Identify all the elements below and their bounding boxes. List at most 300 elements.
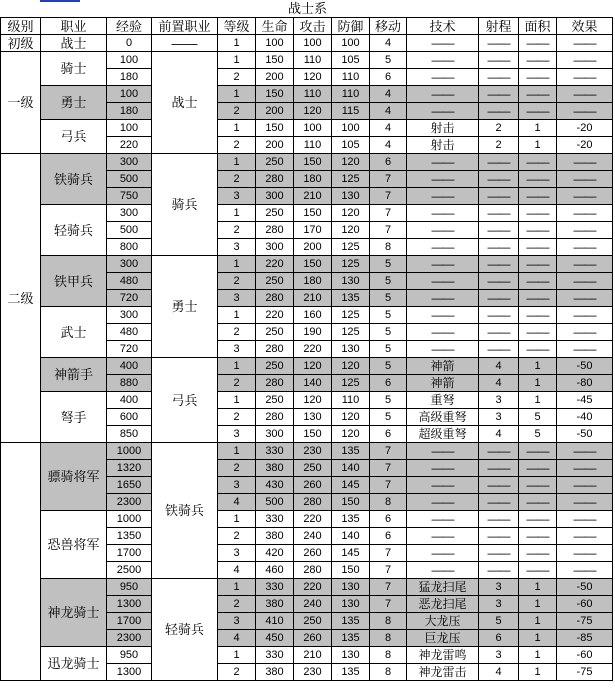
- def-cell: 135: [332, 511, 370, 528]
- exp-cell: 220: [107, 137, 152, 154]
- mov-cell: 6: [370, 511, 407, 528]
- atk-cell: 110: [294, 137, 332, 154]
- skill-cell: 重弩: [407, 392, 479, 409]
- effect-cell: -50: [557, 426, 613, 443]
- exp-cell: 300: [107, 307, 152, 324]
- sheet-title: 战士系: [287, 1, 327, 16]
- header-row: [1, 18, 613, 35]
- range-cell: 3: [479, 392, 519, 409]
- skill-cell: ——: [407, 69, 479, 86]
- class-name-cell: 铁甲兵: [41, 256, 107, 307]
- mov-cell: 6: [370, 528, 407, 545]
- hp-cell: 280: [256, 375, 294, 392]
- range-cell: ——: [479, 35, 519, 52]
- exp-cell: 480: [107, 273, 152, 290]
- hp-cell: 330: [256, 443, 294, 460]
- exp-cell: 1650: [107, 477, 152, 494]
- exp-cell: 950: [107, 647, 152, 664]
- class-name-cell: 战士: [41, 35, 107, 52]
- range-cell: ——: [479, 256, 519, 273]
- def-cell: 150: [332, 494, 370, 511]
- effect-cell: ——: [557, 324, 613, 341]
- hp-cell: 250: [256, 324, 294, 341]
- skill-cell: ——: [407, 239, 479, 256]
- effect-cell: ——: [557, 545, 613, 562]
- lv-cell: 1: [218, 307, 256, 324]
- effect-cell: ——: [557, 562, 613, 579]
- mov-cell: 5: [370, 409, 407, 426]
- def-cell: 150: [332, 562, 370, 579]
- hp-cell: 150: [256, 52, 294, 69]
- lv-cell: 3: [218, 341, 256, 358]
- hp-cell: 430: [256, 477, 294, 494]
- atk-cell: 260: [294, 477, 332, 494]
- mov-cell: 6: [370, 426, 407, 443]
- mov-cell: 5: [370, 358, 407, 375]
- def-cell: 145: [332, 545, 370, 562]
- skill-cell: ——: [407, 256, 479, 273]
- lv-cell: 2: [218, 273, 256, 290]
- atk-cell: 250: [294, 613, 332, 630]
- area-cell: 1: [519, 358, 557, 375]
- hp-cell: 300: [256, 188, 294, 205]
- skill-cell: 神龙雷鸣: [407, 647, 479, 664]
- def-cell: 105: [332, 52, 370, 69]
- def-cell: 130: [332, 596, 370, 613]
- lv-cell: 2: [218, 69, 256, 86]
- atk-cell: 140: [294, 375, 332, 392]
- atk-cell: 240: [294, 528, 332, 545]
- atk-cell: 280: [294, 562, 332, 579]
- skill-cell: 猛龙扫尾: [407, 579, 479, 596]
- range-cell: 2: [479, 137, 519, 154]
- table-row: [1, 52, 613, 69]
- area-cell: ——: [519, 341, 557, 358]
- area-cell: 5: [519, 426, 557, 443]
- mov-cell: 7: [370, 545, 407, 562]
- skill-cell: 巨龙压: [407, 630, 479, 647]
- mov-cell: 7: [370, 579, 407, 596]
- lv-cell: 1: [218, 511, 256, 528]
- range-cell: 4: [479, 426, 519, 443]
- lv-cell: 1: [218, 256, 256, 273]
- table-row: [1, 511, 613, 528]
- lv-cell: 3: [218, 290, 256, 307]
- effect-cell: -60: [557, 596, 613, 613]
- area-cell: ——: [519, 477, 557, 494]
- prereq-cell: 弓兵: [152, 358, 218, 443]
- effect-cell: ——: [557, 154, 613, 171]
- table-row: [1, 256, 613, 273]
- lv-cell: 4: [218, 630, 256, 647]
- exp-cell: 850: [107, 426, 152, 443]
- def-cell: 105: [332, 137, 370, 154]
- mov-cell: 4: [370, 137, 407, 154]
- class-name-cell: 武士: [41, 307, 107, 358]
- skill-cell: 射击: [407, 120, 479, 137]
- def-cell: 110: [332, 392, 370, 409]
- effect-cell: ——: [557, 188, 613, 205]
- column-header: 等级: [218, 18, 256, 35]
- column-header: 职业: [41, 18, 107, 35]
- atk-cell: 110: [294, 52, 332, 69]
- range-cell: ——: [479, 324, 519, 341]
- range-cell: ——: [479, 86, 519, 103]
- effect-cell: -50: [557, 579, 613, 596]
- class-name-cell: 神龙骑士: [41, 579, 107, 647]
- exp-cell: 100: [107, 52, 152, 69]
- range-cell: ——: [479, 205, 519, 222]
- class-name-cell: 骠骑将军: [41, 443, 107, 511]
- atk-cell: 120: [294, 103, 332, 120]
- tier-cell: 一级: [1, 52, 41, 154]
- exp-cell: 720: [107, 341, 152, 358]
- exp-cell: 100: [107, 120, 152, 137]
- hp-cell: 420: [256, 545, 294, 562]
- lv-cell: 3: [218, 188, 256, 205]
- atk-cell: 180: [294, 273, 332, 290]
- hp-cell: 410: [256, 613, 294, 630]
- atk-cell: 210: [294, 188, 332, 205]
- lv-cell: 2: [218, 375, 256, 392]
- exp-cell: 300: [107, 256, 152, 273]
- mov-cell: 8: [370, 239, 407, 256]
- effect-cell: ——: [557, 256, 613, 273]
- effect-cell: ——: [557, 52, 613, 69]
- skill-cell: ——: [407, 103, 479, 120]
- hp-cell: 100: [256, 35, 294, 52]
- area-cell: ——: [519, 324, 557, 341]
- atk-cell: 150: [294, 426, 332, 443]
- area-cell: ——: [519, 256, 557, 273]
- lv-cell: 4: [218, 494, 256, 511]
- def-cell: 120: [332, 222, 370, 239]
- def-cell: 135: [332, 664, 370, 681]
- range-cell: ——: [479, 494, 519, 511]
- atk-cell: 120: [294, 69, 332, 86]
- range-cell: ——: [479, 154, 519, 171]
- range-cell: ——: [479, 222, 519, 239]
- atk-cell: 210: [294, 647, 332, 664]
- area-cell: 5: [519, 409, 557, 426]
- effect-cell: -20: [557, 137, 613, 154]
- atk-cell: 150: [294, 256, 332, 273]
- area-cell: ——: [519, 528, 557, 545]
- exp-cell: 720: [107, 290, 152, 307]
- mov-cell: 4: [370, 103, 407, 120]
- table-row: [1, 307, 613, 324]
- exp-cell: 100: [107, 86, 152, 103]
- effect-cell: ——: [557, 511, 613, 528]
- table-row: [1, 205, 613, 222]
- exp-cell: 1300: [107, 664, 152, 681]
- mov-cell: 8: [370, 664, 407, 681]
- hp-cell: 380: [256, 528, 294, 545]
- exp-cell: 180: [107, 103, 152, 120]
- exp-cell: 950: [107, 579, 152, 596]
- effect-cell: ——: [557, 460, 613, 477]
- class-name-cell: 轻骑兵: [41, 205, 107, 256]
- area-cell: ——: [519, 307, 557, 324]
- hp-cell: 250: [256, 154, 294, 171]
- mov-cell: 5: [370, 273, 407, 290]
- atk-cell: 220: [294, 341, 332, 358]
- area-cell: ——: [519, 562, 557, 579]
- effect-cell: ——: [557, 290, 613, 307]
- exp-cell: 500: [107, 222, 152, 239]
- skill-cell: ——: [407, 35, 479, 52]
- def-cell: 110: [332, 86, 370, 103]
- effect-cell: ——: [557, 86, 613, 103]
- effect-cell: ——: [557, 307, 613, 324]
- effect-cell: ——: [557, 69, 613, 86]
- exp-cell: 2300: [107, 630, 152, 647]
- lv-cell: 1: [218, 205, 256, 222]
- column-header: 攻击: [294, 18, 332, 35]
- prereq-cell: 轻骑兵: [152, 579, 218, 681]
- exp-cell: 2300: [107, 494, 152, 511]
- mov-cell: 5: [370, 307, 407, 324]
- atk-cell: 130: [294, 409, 332, 426]
- area-cell: ——: [519, 222, 557, 239]
- skill-cell: ——: [407, 86, 479, 103]
- effect-cell: -50: [557, 358, 613, 375]
- def-cell: 125: [332, 324, 370, 341]
- area-cell: ——: [519, 460, 557, 477]
- def-cell: 120: [332, 358, 370, 375]
- hp-cell: 250: [256, 205, 294, 222]
- def-cell: 120: [332, 154, 370, 171]
- range-cell: ——: [479, 341, 519, 358]
- lv-cell: 4: [218, 562, 256, 579]
- effect-cell: ——: [557, 205, 613, 222]
- hp-cell: 330: [256, 579, 294, 596]
- def-cell: 130: [332, 273, 370, 290]
- area-cell: ——: [519, 52, 557, 69]
- def-cell: 145: [332, 477, 370, 494]
- atk-cell: 220: [294, 579, 332, 596]
- area-cell: ——: [519, 290, 557, 307]
- skill-cell: 超级重弩: [407, 426, 479, 443]
- area-cell: 1: [519, 664, 557, 681]
- lv-cell: 1: [218, 35, 256, 52]
- area-cell: ——: [519, 494, 557, 511]
- atk-cell: 230: [294, 443, 332, 460]
- table-row: [1, 358, 613, 375]
- lv-cell: 1: [218, 579, 256, 596]
- range-cell: 4: [479, 358, 519, 375]
- column-header: 级别: [1, 18, 41, 35]
- hp-cell: 330: [256, 511, 294, 528]
- exp-cell: 1320: [107, 460, 152, 477]
- lv-cell: 2: [218, 222, 256, 239]
- mov-cell: 7: [370, 222, 407, 239]
- atk-cell: 120: [294, 358, 332, 375]
- hp-cell: 150: [256, 86, 294, 103]
- range-cell: ——: [479, 511, 519, 528]
- area-cell: ——: [519, 188, 557, 205]
- range-cell: ——: [479, 103, 519, 120]
- tier-cell: [1, 443, 41, 681]
- table-row: [1, 35, 613, 52]
- skill-cell: ——: [407, 545, 479, 562]
- class-name-cell: 铁骑兵: [41, 154, 107, 205]
- class-name-cell: 弓兵: [41, 120, 107, 154]
- area-cell: ——: [519, 239, 557, 256]
- lv-cell: 3: [218, 239, 256, 256]
- skill-cell: ——: [407, 307, 479, 324]
- lv-cell: 2: [218, 596, 256, 613]
- table-row: [1, 647, 613, 664]
- hp-cell: 330: [256, 647, 294, 664]
- effect-cell: ——: [557, 239, 613, 256]
- mov-cell: 7: [370, 205, 407, 222]
- exp-cell: 180: [107, 69, 152, 86]
- hp-cell: 250: [256, 392, 294, 409]
- atk-cell: 260: [294, 630, 332, 647]
- effect-cell: ——: [557, 528, 613, 545]
- effect-cell: -85: [557, 630, 613, 647]
- mov-cell: 5: [370, 324, 407, 341]
- mov-cell: 5: [370, 52, 407, 69]
- hp-cell: 280: [256, 171, 294, 188]
- effect-cell: -20: [557, 120, 613, 137]
- atk-cell: 170: [294, 222, 332, 239]
- lv-cell: 2: [218, 137, 256, 154]
- exp-cell: 0: [107, 35, 152, 52]
- skill-cell: ——: [407, 188, 479, 205]
- def-cell: 125: [332, 375, 370, 392]
- range-cell: 3: [479, 579, 519, 596]
- range-cell: 5: [479, 613, 519, 630]
- def-cell: 135: [332, 290, 370, 307]
- effect-cell: ——: [557, 341, 613, 358]
- mov-cell: 5: [370, 392, 407, 409]
- hp-cell: 250: [256, 273, 294, 290]
- prereq-cell: 骑兵: [152, 154, 218, 256]
- effect-cell: ——: [557, 443, 613, 460]
- tier-cell: 初级: [1, 35, 41, 52]
- def-cell: 120: [332, 409, 370, 426]
- effect-cell: ——: [557, 35, 613, 52]
- mov-cell: 5: [370, 256, 407, 273]
- atk-cell: 250: [294, 460, 332, 477]
- mov-cell: 6: [370, 375, 407, 392]
- lv-cell: 3: [218, 426, 256, 443]
- range-cell: 3: [479, 596, 519, 613]
- exp-cell: 500: [107, 171, 152, 188]
- prereq-cell: ——: [152, 35, 218, 52]
- exp-cell: 1700: [107, 613, 152, 630]
- hp-cell: 280: [256, 290, 294, 307]
- hp-cell: 280: [256, 409, 294, 426]
- area-cell: ——: [519, 69, 557, 86]
- area-cell: ——: [519, 511, 557, 528]
- lv-cell: 3: [218, 613, 256, 630]
- area-cell: 1: [519, 579, 557, 596]
- hp-cell: 220: [256, 256, 294, 273]
- def-cell: 140: [332, 528, 370, 545]
- skill-cell: 高级重弩: [407, 409, 479, 426]
- column-header: 射程: [479, 18, 519, 35]
- skill-cell: 神箭: [407, 375, 479, 392]
- range-cell: ——: [479, 69, 519, 86]
- range-cell: ——: [479, 290, 519, 307]
- def-cell: 120: [332, 205, 370, 222]
- atk-cell: 120: [294, 392, 332, 409]
- column-header: 生命: [256, 18, 294, 35]
- skill-cell: ——: [407, 324, 479, 341]
- skill-cell: ——: [407, 528, 479, 545]
- def-cell: 130: [332, 188, 370, 205]
- lv-cell: 1: [218, 392, 256, 409]
- atk-cell: 100: [294, 35, 332, 52]
- skill-cell: 恶龙扫尾: [407, 596, 479, 613]
- table-row: [1, 154, 613, 171]
- effect-cell: -75: [557, 613, 613, 630]
- lv-cell: 2: [218, 664, 256, 681]
- prereq-cell: 勇士: [152, 256, 218, 358]
- exp-cell: 400: [107, 392, 152, 409]
- atk-cell: 160: [294, 307, 332, 324]
- lv-cell: 1: [218, 120, 256, 137]
- def-cell: 115: [332, 103, 370, 120]
- lv-cell: 2: [218, 324, 256, 341]
- range-cell: 2: [479, 120, 519, 137]
- hp-cell: 220: [256, 307, 294, 324]
- effect-cell: -45: [557, 392, 613, 409]
- skill-cell: ——: [407, 460, 479, 477]
- hp-cell: 300: [256, 426, 294, 443]
- area-cell: 1: [519, 630, 557, 647]
- area-cell: ——: [519, 154, 557, 171]
- column-header: 经验: [107, 18, 152, 35]
- effect-cell: -75: [557, 664, 613, 681]
- class-name-cell: 恐兽将军: [41, 511, 107, 579]
- table-row: [1, 86, 613, 103]
- mov-cell: 8: [370, 613, 407, 630]
- hp-cell: 150: [256, 120, 294, 137]
- skill-cell: ——: [407, 52, 479, 69]
- range-cell: ——: [479, 477, 519, 494]
- range-cell: ——: [479, 443, 519, 460]
- lv-cell: 2: [218, 409, 256, 426]
- tier-cell: 二级: [1, 154, 41, 443]
- area-cell: ——: [519, 171, 557, 188]
- def-cell: 125: [332, 307, 370, 324]
- exp-cell: 300: [107, 154, 152, 171]
- class-name-cell: 勇士: [41, 86, 107, 120]
- skill-cell: ——: [407, 562, 479, 579]
- area-cell: 1: [519, 137, 557, 154]
- range-cell: ——: [479, 188, 519, 205]
- skill-cell: 神箭: [407, 358, 479, 375]
- hp-cell: 280: [256, 341, 294, 358]
- effect-cell: -80: [557, 375, 613, 392]
- atk-cell: 150: [294, 154, 332, 171]
- table-row: [1, 120, 613, 137]
- atk-cell: 210: [294, 290, 332, 307]
- skill-cell: ——: [407, 494, 479, 511]
- lv-cell: 1: [218, 52, 256, 69]
- table-row: [1, 579, 613, 596]
- table-row: [1, 443, 613, 460]
- skill-cell: ——: [407, 205, 479, 222]
- lv-cell: 2: [218, 528, 256, 545]
- hp-cell: 250: [256, 358, 294, 375]
- effect-cell: ——: [557, 171, 613, 188]
- def-cell: 135: [332, 630, 370, 647]
